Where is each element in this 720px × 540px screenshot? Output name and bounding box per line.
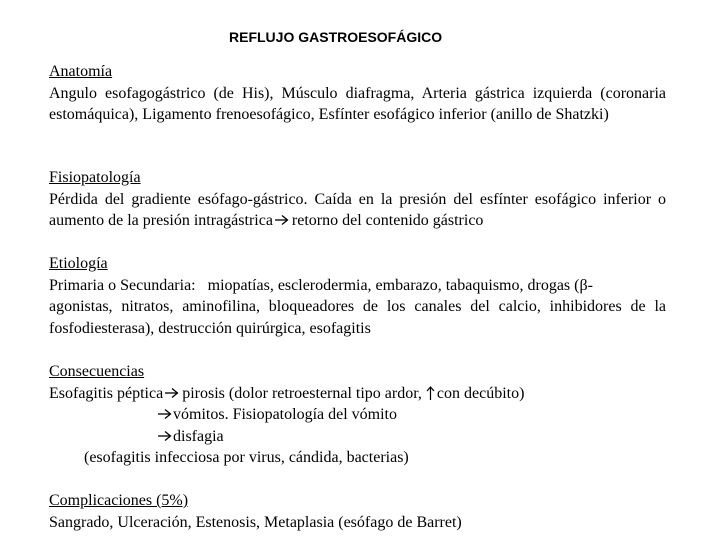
section-anatomia xyxy=(49,61,666,126)
page-title: REFLUJO GASTROESOFÁGICO xyxy=(229,29,443,45)
right-arrow-icon xyxy=(158,408,172,420)
consecuencias-line-1 xyxy=(49,383,666,405)
section-heading-consecuencias: Consecuencias xyxy=(49,363,145,380)
consecuencias-line-3 xyxy=(49,426,666,448)
consecuencias-line-2 xyxy=(49,404,666,426)
section-text-anatomia: Angulo esofagogástrico (de His), Músculo diafragma, Arteria gástrica izquierda (coronaria estomáquica), Ligamento frenoesofágico, Esfínter esofágico inferior (anillo de Shatzki) xyxy=(49,84,666,123)
section-heading-anatomia: Anatomía xyxy=(49,63,113,80)
consecuencias-line1-middle: pirosis (dolor retroesternal tipo ardor, xyxy=(182,384,422,402)
section-fisiopatologia xyxy=(49,167,666,232)
fisiopatologia-text-before: Pérdida del gradiente esófago-gástrico. Caída en la presión del esfínter esofágico inferior o aumento de la presión intragástrica xyxy=(49,190,666,229)
up-arrow-icon xyxy=(426,386,435,400)
consecuencias-line1-after: con decúbito) xyxy=(436,384,525,402)
etiologia-text-after: agonistas, nitratos, aminofilina, bloqueadores de los canales del calcio, inhibidores de la fosfodiesterasa), destrucción quirúrgica, esofagitis xyxy=(49,298,666,337)
section-complicaciones xyxy=(49,490,666,533)
fisiopatologia-text-after: retorno del contenido gástrico xyxy=(291,212,484,229)
right-arrow-icon xyxy=(165,387,179,399)
section-text-complicaciones: Sangrado, Ulceración, Estenosis, Metaplasia (esófago de Barret) xyxy=(49,513,462,531)
consecuencias-line-4: (esofagitis infecciosa por virus, cándida, bacterias) xyxy=(84,449,409,466)
consecuencias-line3-text: disfagia xyxy=(173,427,224,445)
section-heading-fisiopatologia: Fisiopatología xyxy=(49,169,141,186)
consecuencias-line1-before: Esofagitis péptica xyxy=(49,384,164,402)
section-text-etiologia xyxy=(49,275,666,340)
consecuencias-line2-text: vómitos. Fisiopatología del vómito xyxy=(173,406,397,423)
section-heading-etiologia: Etiología xyxy=(49,255,108,272)
section-etiologia xyxy=(49,253,666,339)
section-consecuencias xyxy=(49,361,666,469)
right-arrow-icon xyxy=(275,214,289,226)
section-heading-complicaciones: Complicaciones (5%) xyxy=(49,492,189,509)
right-arrow-icon xyxy=(158,430,172,442)
etiologia-text-before: Primaria o Secundaria: miopatías, esclerodermia, embarazo, tabaquismo, drogas (β- xyxy=(49,276,593,294)
section-text-fisiopatologia xyxy=(49,189,666,232)
